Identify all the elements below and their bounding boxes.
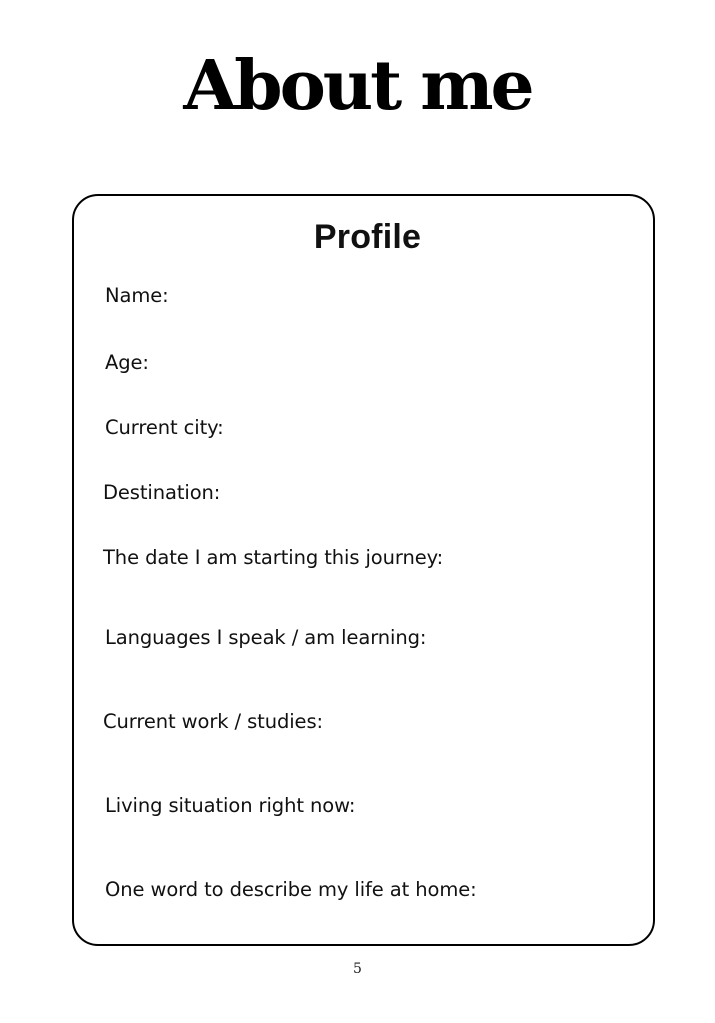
field-work-studies-label: Current work / studies: — [103, 710, 323, 733]
field-start-date-label: The date I am starting this journey: — [103, 546, 444, 569]
field-destination-label: Destination: — [103, 481, 221, 504]
field-name-label: Name: — [105, 284, 169, 307]
field-languages-label: Languages I speak / am learning: — [105, 626, 427, 649]
field-age-label: Age: — [105, 351, 149, 374]
page-title: About me — [183, 46, 532, 126]
profile-heading: Profile — [313, 218, 422, 256]
profile-card — [72, 194, 655, 946]
field-one-word-label: One word to describe my life at home: — [105, 878, 477, 901]
field-current-city-label: Current city: — [105, 416, 224, 439]
page-number: 5 — [353, 961, 362, 977]
field-living-situation-label: Living situation right now: — [105, 794, 356, 817]
